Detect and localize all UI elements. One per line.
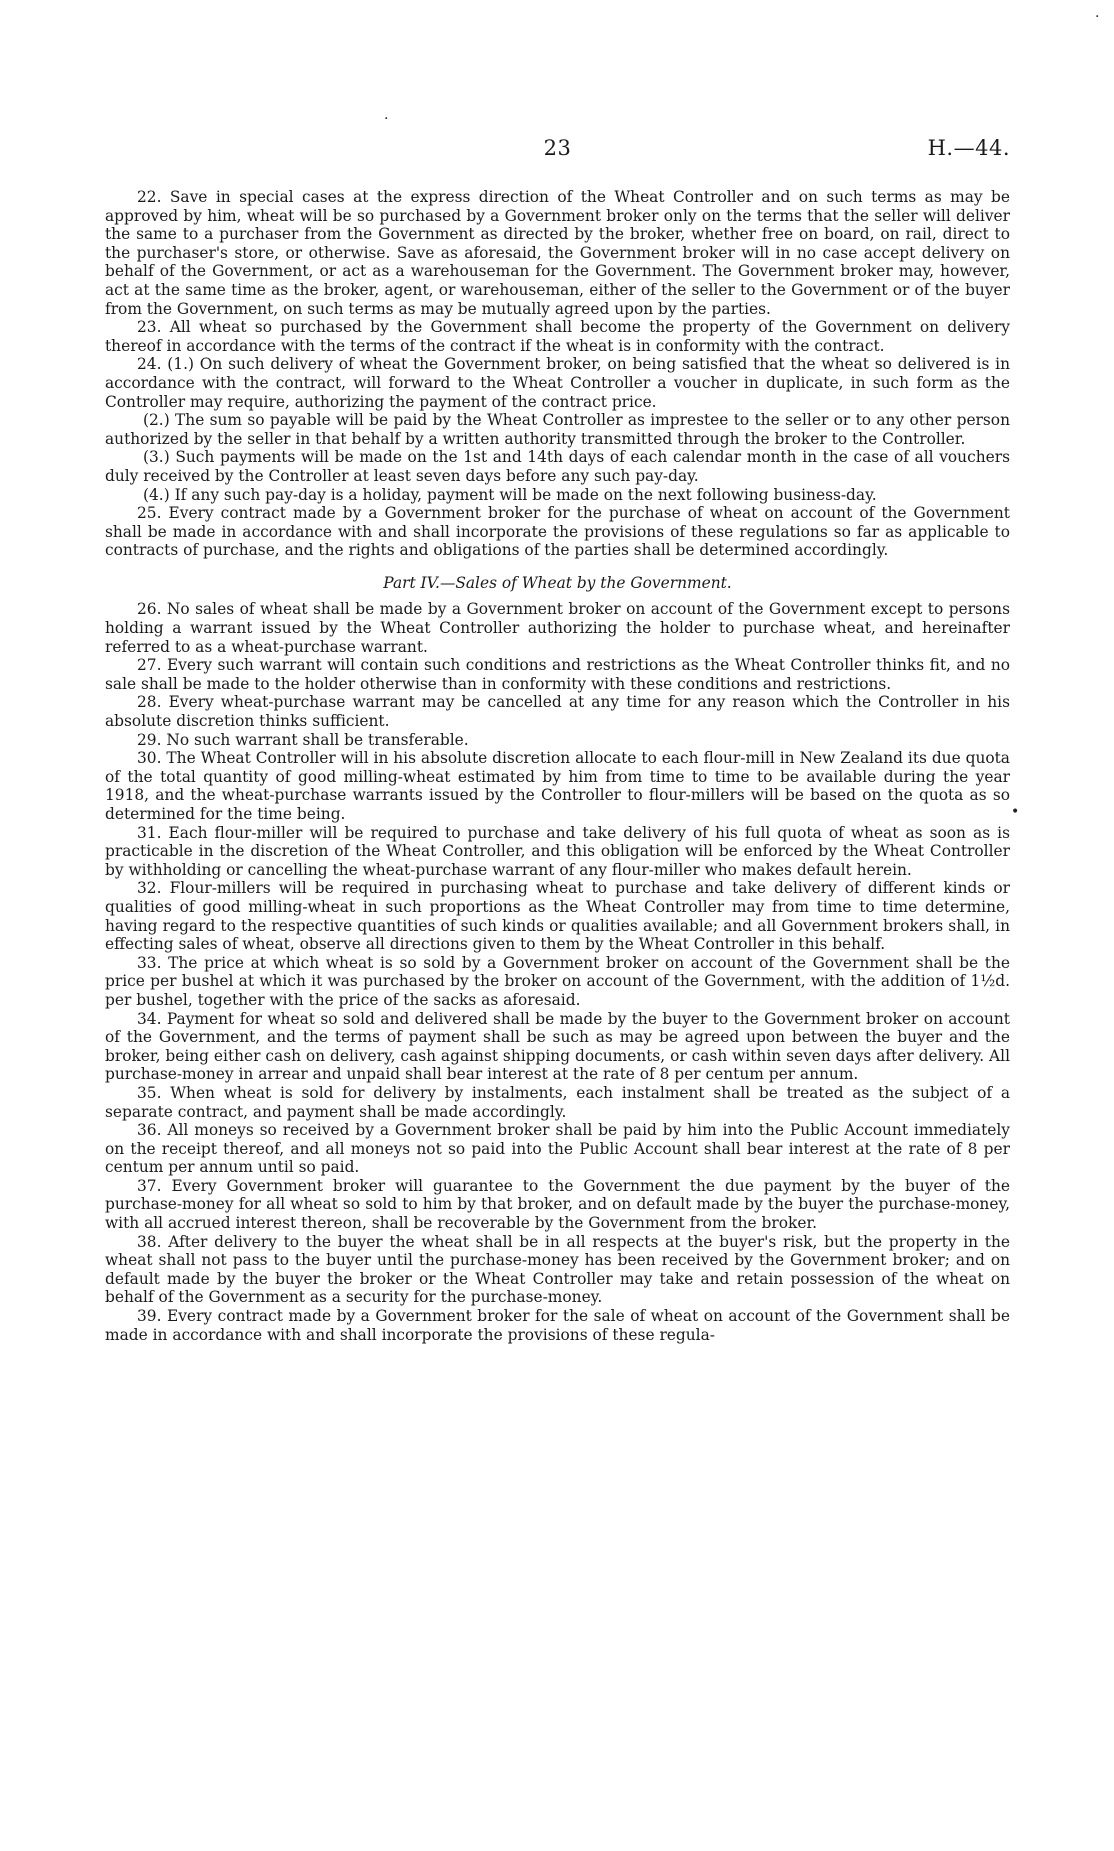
page-number: 23 bbox=[543, 136, 572, 160]
clause-31: 31. Each flour-miller will be required to purchase and take delivery of his full quota of wheat as soon as is practicable in the discretion of the Wheat Controller, and this obligation will be enforced by the Wheat Controller by withholding or cancelling the wheat-purchase warrant of any flour-miller who makes default herein. bbox=[105, 823, 1010, 879]
clause-32: 32. Flour-millers will be required in purchasing wheat to purchase and take delivery of different kinds or qualities of good milling-wheat in such proportions as the Wheat Controller may from time to time determine, having regard to the respective quantities of such kinds or qualities available; and all Government brokers shall, in effecting sales of wheat, observe all directions given to them by the Wheat Controller in this behalf. bbox=[105, 879, 1010, 954]
clause-23: 23. All wheat so purchased by the Government shall become the property of the Government on delivery thereof in accordance with the terms of the contract if the wheat is in conformity with the contract. bbox=[105, 318, 1010, 355]
clause-38: 38. After delivery to the buyer the wheat shall be in all respects at the buyer's risk, but the property in the wheat shall not pass to the buyer until the purchase-money has been received by the Government broker; and on default made by the buyer the broker or the Wheat Controller may take and retain possession of the wheat on behalf of the Government as a security for the purchase-money. bbox=[105, 1232, 1010, 1307]
speck-mark: · bbox=[1095, 9, 1100, 25]
clause-22: 22. Save in special cases at the express direction of the Wheat Controller and on such terms as may be approved by him, wheat will be so purchased by a Government broker only on the terms that the seller will deliver the same to a purchaser from the Government as directed by the broker, whether free on board, on rail, direct to the purchaser's store, or otherwise. Save as aforesaid, the Government broker will in no case accept delivery on behalf of the Government, or act as a warehouseman for the Government. The Government broker may, however, act at the same time as the broker, agent, or warehouseman, either of the seller to the Government or of the buyer from the Government, on such terms as may be mutually agreed upon by the parties. bbox=[105, 188, 1010, 318]
clause-33: 33. The price at which wheat is so sold by a Government broker on account of the Government shall be the price per bushel at which it was purchased by the broker on account of the Government, with the addition of 1½d. per bushel, together with the price of the sacks as aforesaid. bbox=[105, 953, 1010, 1009]
clause-24-1: 24. (1.) On such delivery of wheat the Government broker, on being satisfied that the wheat so delivered is in accordance with the contract, will forward to the Wheat Controller a voucher in duplicate, in such form as the Controller may require, authorizing the payment of the contract price. bbox=[105, 355, 1010, 411]
clause-39: 39. Every contract made by a Government broker for the sale of wheat on account of the Government shall be made in accordance with and shall incorporate the provisions of these regula- bbox=[105, 1307, 1010, 1344]
clause-24-4: (4.) If any such pay-day is a holiday, payment will be made on the next following business-day. bbox=[143, 485, 877, 504]
clause-28: 28. Every wheat-purchase warrant may be cancelled at any time for any reason which the Controller in his absolute discretion thinks sufficient. bbox=[105, 693, 1010, 731]
document-reference: H.—44. bbox=[927, 136, 1010, 160]
document-body bbox=[105, 188, 1010, 1344]
page-header bbox=[105, 136, 1010, 172]
clause-29: 29. No such warrant shall be transferable. bbox=[137, 730, 469, 749]
section-heading: Part IV.—Sales of Wheat by the Government. bbox=[383, 573, 732, 592]
clause-24-2: (2.) The sum so payable will be paid by the Wheat Controller as imprestee to the seller or to any other person authorized by the seller in that behalf by a written authority transmitted through the broker to the Controller. bbox=[105, 411, 1010, 448]
clause-34: 34. Payment for wheat so sold and delivered shall be made by the buyer to the Government broker on account of the Government, and the terms of payment shall be such as may be agreed upon between the buyer and the broker, being either cash on delivery, cash against shipping documents, or cash within seven days after delivery. All purchase-money in arrear and unpaid shall bear interest at the rate of 8 per centum per annum. bbox=[105, 1009, 1010, 1084]
clause-30: 30. The Wheat Controller will in his absolute discretion allocate to each flour-mill in New Zealand its due quota of the total quantity of good milling-wheat estimated by him from time to time to be available during the year 1918, and the wheat-purchase warrants issued by the Controller to flour-millers will be based on the quota as so determined for the time being. bbox=[105, 749, 1010, 823]
margin-mark: • bbox=[1011, 804, 1020, 820]
clause-25: 25. Every contract made by a Government broker for the purchase of wheat on account of the Government shall be made in accordance with and shall incorporate the provisions of these regulations so far as applicable to contracts of purchase, and the rights and obligations of the parties shall be determined accordingly. bbox=[105, 504, 1010, 560]
clause-24-3: (3.) Such payments will be made on the 1st and 14th days of each calendar month in the case of all vouchers duly received by the Controller at least seven days before any such pay-day. bbox=[105, 448, 1010, 485]
clause-36: 36. All moneys so received by a Government broker shall be paid by him into the Public Account immediately on the receipt thereof, and all moneys not so paid into the Public Account shall bear interest at the rate of 8 per centum per annum until so paid. bbox=[105, 1121, 1010, 1177]
speck-mark: · bbox=[384, 111, 389, 127]
clause-35: 35. When wheat is sold for delivery by instalments, each instalment shall be treated as the subject of a separate contract, and payment shall be made accordingly. bbox=[105, 1083, 1010, 1121]
clause-27: 27. Every such warrant will contain such conditions and restrictions as the Wheat Controller thinks fit, and no sale shall be made to the holder otherwise than in conformity with these conditions and restrictions. bbox=[105, 656, 1010, 693]
clause-37: 37. Every Government broker will guarantee to the Government the due payment by the buyer of the purchase-money for all wheat so sold to him by that broker, and on default made by the buyer the purchase-money, with all accrued interest thereon, shall be recoverable by the Government from the broker. bbox=[105, 1176, 1010, 1233]
clause-26: 26. No sales of wheat shall be made by a Government broker on account of the Government except to persons holding a warrant issued by the Wheat Controller authorizing the holder to purchase wheat, and hereinafter referred to as a wheat-purchase warrant. bbox=[105, 600, 1010, 656]
